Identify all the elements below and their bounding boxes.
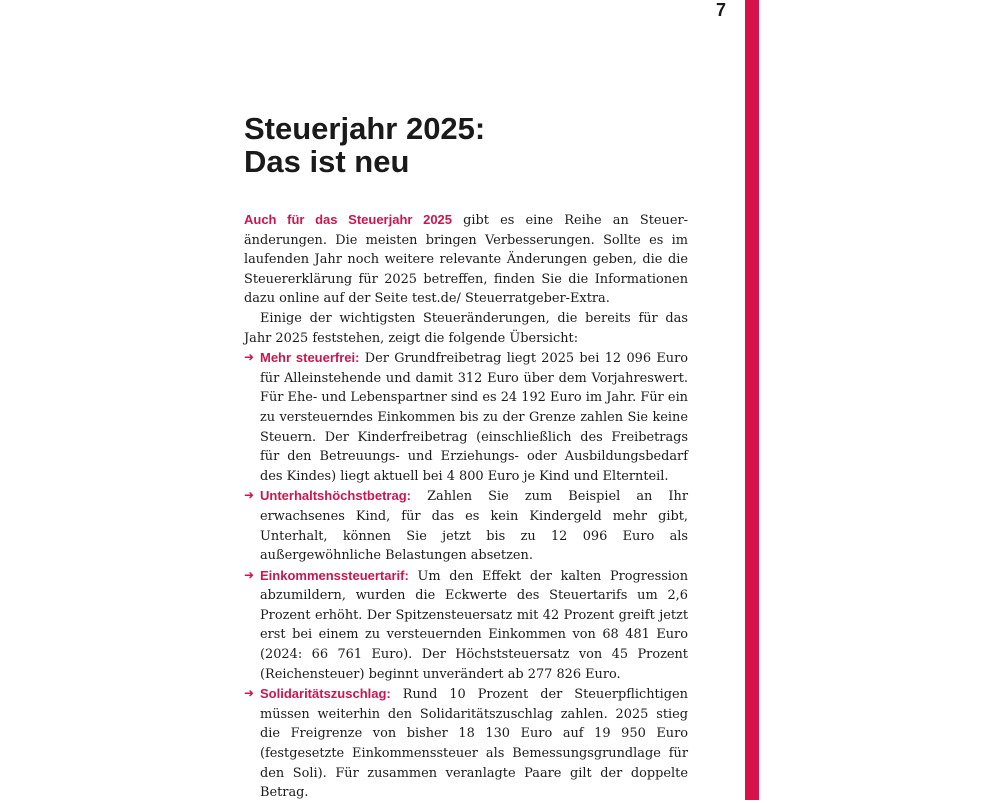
page-number: 7 <box>716 0 727 20</box>
list-item <box>244 684 688 803</box>
list-item-label: Solidaritätszuschlag: <box>260 686 391 702</box>
arrow-right-icon: ➜ <box>244 686 255 701</box>
list-item <box>244 566 688 685</box>
arrow-right-icon: ➜ <box>244 567 255 582</box>
list-item-text: Rund 10 Prozent der Steuerpflichtigen müssen weiterhin den Solidaritätszuschlag zahlen. 2025 stieg die Freigrenze von bisher 18 130 Euro auf 19 950 Euro (festgesetzte Einkommenssteuer als Bemessungsgrundlage für den Soli). Für zusammen veranlagte Paare gilt der doppelte Betrag. <box>260 687 688 801</box>
overview-paragraph: Einige der wichtigsten Steueränderungen, die bereits für das Jahr 2025 feststehen, zeigt die folgende Übersicht: <box>244 310 688 346</box>
accent-side-bar <box>745 0 759 800</box>
list-item-label: Mehr steuerfrei: <box>260 350 360 366</box>
list-item-text: Um den Effekt der kalten Progression abzumildern, wurden die Eckwerte des Steuertarifs um 2,6 Prozent erhöht. Der Spitzensteuersatz mit 42 Prozent greift jetzt erst bei einem zu versteuernden Einkommen von 68 481 Euro (2024: 66 761 Euro). Der Höchststeuersatz von 45 Prozent (Reichensteuer) beginnt unverändert ab 277 826 Euro. <box>260 568 688 682</box>
list-item-label: Einkommenssteuertarif: <box>260 567 409 583</box>
list-item <box>244 486 688 565</box>
intro-lead: Auch für das Steuerjahr 2025 <box>244 212 453 227</box>
page-title-line-2: Das ist neu <box>244 144 410 179</box>
list-item-text: Zahlen Sie zum Beispiel an Ihr erwachsenes Kind, für das es kein Kindergeld mehr gibt, Unterhalt, können Sie jetzt bis zu 12 096 Euro als außergewöhnliche Belastungen absetzen. <box>260 489 688 564</box>
arrow-right-icon: ➜ <box>244 488 255 503</box>
list-item <box>244 348 688 486</box>
intro-paragraph <box>244 210 688 309</box>
article-body <box>244 210 688 803</box>
list-item-label: Unterhaltshöchstbetrag: <box>260 488 411 504</box>
list-item-text: Der Grundfreibetrag liegt 2025 bei 12 096 Euro für Alleinstehende und damit 312 Euro über dem Vorjahreswert. Für Ehe- und Lebenspartner sind es 24 192 Euro im Jahr. Für ein zu versteuerndes Einkommen bis zu der Grenze zahlen Sie keine Steuern. Der Kinderfreibetrag (einschließlich des Freibetrags für den Betreuungs- und Erziehungs- oder Ausbildungsbedarf des Kindes) liegt aktuell bei 4 800 Euro je Kind und Elternteil. <box>260 351 689 484</box>
page-title-line-1: Steuerjahr 2025: <box>244 111 486 146</box>
intro-text: gibt es eine Reihe an Steueränderungen. Die meisten bringen Verbesserungen. Sollte es im laufenden Jahr noch weitere relevante Änderungen geben, die die Steuererklärung für 2025 betreffen, finden Sie die Informationen dazu online auf der Seite test.de/ Steuerratgeber-Extra. <box>244 213 688 307</box>
page-title <box>244 112 684 178</box>
arrow-right-icon: ➜ <box>244 350 255 365</box>
